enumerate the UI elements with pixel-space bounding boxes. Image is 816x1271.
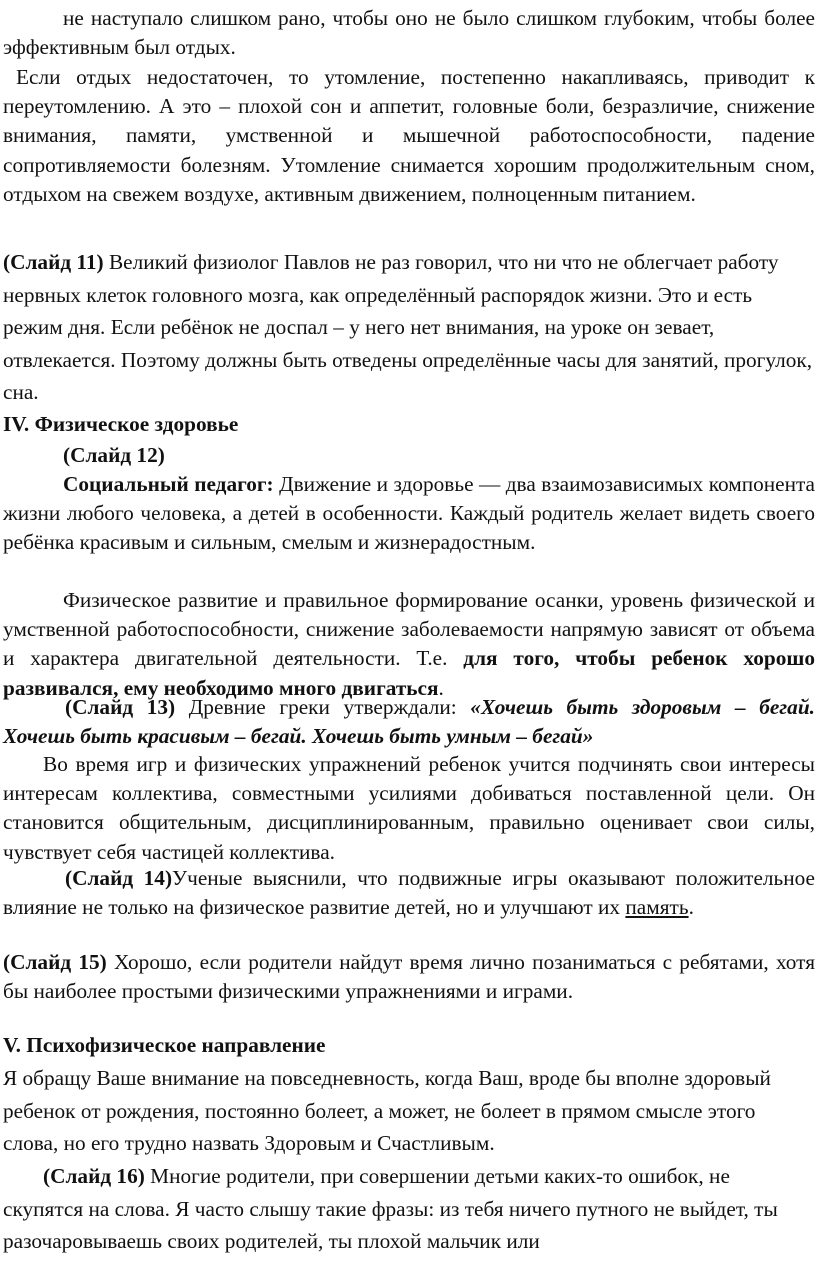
paragraph-slide-15 xyxy=(3,948,815,1006)
paragraph-text: не наступало слишком рано, чтобы оно не было слишком глубоким, чтобы более эффективным был отдых. xyxy=(3,6,815,60)
memory-link[interactable]: память xyxy=(625,895,689,920)
emphasis-text: для того, чтобы ребенок хорошо развивался, ему необходимо много двигаться xyxy=(3,646,815,700)
section-heading-4: IV. Физическое здоровье xyxy=(3,412,239,436)
paragraph-text: Ученые выяснили, что подвижные игры оказывают положительное влияние не только на физическое развитие детей, но и улучшают их xyxy=(3,866,815,920)
paragraph-slide-13 xyxy=(3,693,815,751)
paragraph-social-pedagogue xyxy=(3,470,815,558)
paragraph-everyday xyxy=(3,1062,815,1160)
quote-text: «Хочешь быть здоровым – бегай. Хочешь быть красивым – бегай. Хочешь быть умным – бегай» xyxy=(3,695,815,749)
slide-label: (Слайд 13) xyxy=(65,695,176,719)
paragraph-slide-16 xyxy=(3,1160,815,1258)
slide-label: (Слайд 15) xyxy=(3,950,107,974)
slide-label: (Слайд 12) xyxy=(63,443,165,467)
paragraph-text: Движение и здоровье — два взаимозависимых компонента жизни любого человека, а детей в особенности. Каждый родитель желает видеть своего ребёнка красивым и сильным, смелым и жизнерадостным. xyxy=(3,472,816,555)
paragraph-games xyxy=(3,750,815,867)
paragraph-text: Я обращу Ваше внимание на повседневность, когда Ваш, вроде бы вполне здоровый ребенок от рождения, постоянно болеет, а может, не болеет в прямом смысле этого слова, но его трудно назвать Здоровым и Счастливым. xyxy=(3,1066,771,1155)
slide-12-line xyxy=(3,441,815,470)
paragraph-text: . xyxy=(438,675,444,700)
paragraph-text: Древние греки утверждали: xyxy=(175,695,471,719)
paragraph-fatigue xyxy=(3,63,815,209)
paragraph-text: Великий физиолог Павлов не раз говорил, что ни что не облегчает работу нервных клеток головного мозга, как определённый распорядок жизни. Это и есть режим дня. Если ребёнок не доспал – у него нет внимания, на уроке он зевает, отвлекается. Поэтому должны быть отведены определённые часы для занятий, прогулок, сна. xyxy=(3,250,813,404)
paragraph-rest xyxy=(3,4,815,62)
slide-label: (Слайд 11) xyxy=(3,250,104,274)
section-heading-5: V. Психофизическое направление xyxy=(3,1033,326,1057)
paragraph-text: Если отдых недостаточен, то утомление, постепенно накапливаясь, приводит к переутомлению. А это – плохой сон и аппетит, головные боли, безразличие, снижение внимания, памяти, умственной и мышечной работоспособности, падение сопротивляемости болезням. Утомление снимается хорошим продолжительным сном, отдыхом на свежем воздухе, активным движением, полноценным питанием. xyxy=(3,65,815,206)
speaker-label: Социальный педагог: xyxy=(63,472,274,496)
slide-label: (Слайд 16) xyxy=(43,1164,145,1188)
paragraph-text: Хорошо, если родители найдут время лично позаниматься с ребятами, хотя бы наиболее простыми физическими упражнениями и играми. xyxy=(3,950,815,1004)
paragraph-physical-development xyxy=(3,586,815,703)
paragraph-text: . xyxy=(688,895,694,920)
slide-label: (Слайд 14) xyxy=(65,866,173,890)
paragraph-text: Во время игр и физических упражнений ребенок учится подчинять свои интересы интересам коллектива, совместными усилиями добиваться поставленной цели. Он становится общительным, дисциплинированным, правильно оценивает свои силы, чувствует себя частицей коллектива. xyxy=(3,752,815,864)
paragraph-slide-14 xyxy=(3,864,815,922)
paragraph-text: Многие родители, при совершении детьми каких-то ошибок, не скупятся на слова. Я часто слышу такие фразы: из тебя ничего путного не выйдет, ты разочаровываешь своих родителей, ты плохой мальчик или xyxy=(3,1164,778,1253)
paragraph-slide-11 xyxy=(3,246,815,409)
paragraph-text: Физическое развитие и правильное формирование осанки, уровень физической и умственной работоспособности, снижение заболеваемости напрямую зависят от объема и характера двигательной деятельности. Т.е. xyxy=(3,588,815,671)
